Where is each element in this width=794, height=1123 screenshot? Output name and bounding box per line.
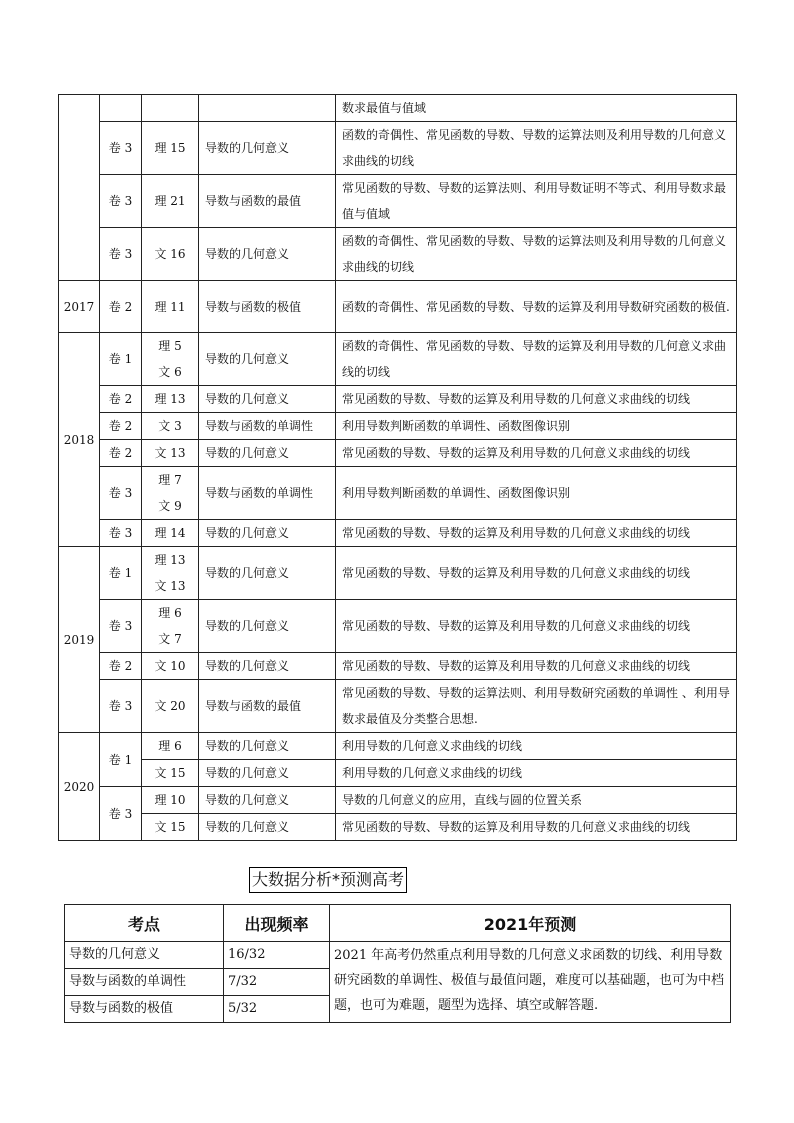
- number-cell: 文 15: [142, 760, 199, 787]
- content-cell: 常见函数的导数、导数的运算及利用导数的几何意义求曲线的切线: [336, 386, 737, 413]
- content-cell: 利用导数判断函数的单调性、函数图像识别: [336, 467, 737, 520]
- topic-cell: 导数的几何意义: [199, 228, 336, 281]
- paper-cell: 卷 3: [100, 122, 142, 175]
- number-cell: 文 10: [142, 653, 199, 680]
- section-title: 大数据分析*预测高考: [249, 867, 407, 893]
- topic-cell: 导数与函数的单调性: [199, 467, 336, 520]
- topic-cell: 导数的几何意义: [199, 600, 336, 653]
- topic-cell: 导数的几何意义: [199, 386, 336, 413]
- table-row: [59, 175, 737, 228]
- number-line: 文 6: [158, 365, 182, 379]
- number-line: 理 7: [158, 473, 182, 487]
- number-cell: [142, 333, 199, 386]
- number-cell: [142, 547, 199, 600]
- number-cell: [142, 600, 199, 653]
- number-cell: 文 20: [142, 680, 199, 733]
- prediction-cell: 2021 年高考仍然重点利用导数的几何意义求函数的切线、利用导数研究函数的单调性、极值与最值问题，难度可以基础题，也可为中档题，也可为难题，题型为选择、填空或解答题.: [330, 942, 731, 1023]
- table-row: [59, 386, 737, 413]
- year-cell: [59, 95, 100, 281]
- table-row: [59, 787, 737, 814]
- table-row: [59, 122, 737, 175]
- topic-cell: [199, 95, 336, 122]
- paper-cell: 卷 2: [100, 653, 142, 680]
- topic-cell: 导数与函数的单调性: [199, 413, 336, 440]
- header-row: [65, 905, 731, 942]
- topic-cell: 导数的几何意义: [199, 787, 336, 814]
- content-cell: 常见函数的导数、导数的运算及利用导数的几何意义求曲线的切线: [336, 600, 737, 653]
- topic-cell: 导数的几何意义: [199, 760, 336, 787]
- content-cell: 导数的几何意义的应用，直线与圆的位置关系: [336, 787, 737, 814]
- number-cell: 文 3: [142, 413, 199, 440]
- topic-cell: 导数与函数的极值: [199, 281, 336, 333]
- number-cell: 文 13: [142, 440, 199, 467]
- table-row: [59, 760, 737, 787]
- content-cell: 函数的奇偶性、常见函数的导数、导数的运算及利用导数的几何意义求曲线的切线: [336, 333, 737, 386]
- number-cell: 理 11: [142, 281, 199, 333]
- table-row: [59, 653, 737, 680]
- number-line: 理 13: [154, 553, 186, 567]
- paper-cell: 卷 1: [100, 547, 142, 600]
- content-cell: 常见函数的导数、导数的运算及利用导数的几何意义求曲线的切线: [336, 547, 737, 600]
- topic-cell: 导数与函数的最值: [199, 680, 336, 733]
- frequency-cell: 7/32: [224, 969, 330, 996]
- paper-cell: 卷 2: [100, 386, 142, 413]
- paper-cell: 卷 3: [100, 520, 142, 547]
- topic-cell: 导数的几何意义: [199, 733, 336, 760]
- number-cell: [142, 467, 199, 520]
- header-topic: 考点: [65, 905, 224, 942]
- paper-cell: 卷 2: [100, 281, 142, 333]
- table-row: [59, 733, 737, 760]
- number-cell: 理 15: [142, 122, 199, 175]
- topic-cell: 导数的几何意义: [199, 333, 336, 386]
- number-line: 理 5: [158, 339, 182, 353]
- content-cell: 数求最值与值域: [336, 95, 737, 122]
- content-cell: 利用导数判断函数的单调性、函数图像识别: [336, 413, 737, 440]
- number-cell: 理 21: [142, 175, 199, 228]
- paper-cell: 卷 2: [100, 413, 142, 440]
- header-prediction: 2021年预测: [330, 905, 731, 942]
- number-cell: [142, 95, 199, 122]
- number-line: 文 9: [158, 499, 182, 513]
- table-row: [59, 467, 737, 520]
- number-line: 文 7: [158, 632, 182, 646]
- content-cell: 常见函数的导数、导数的运算及利用导数的几何意义求曲线的切线: [336, 814, 737, 841]
- content-cell: 常见函数的导数、导数的运算法则、利用导数证明不等式、利用导数求最值与值域: [336, 175, 737, 228]
- table-row: [59, 680, 737, 733]
- table-row: [59, 600, 737, 653]
- content-cell: 常见函数的导数、导数的运算及利用导数的几何意义求曲线的切线: [336, 440, 737, 467]
- number-line: 文 13: [154, 579, 186, 593]
- topic-cell: 导数与函数的极值: [65, 996, 224, 1023]
- table-row: [59, 520, 737, 547]
- table-row: [59, 440, 737, 467]
- table-row: [59, 814, 737, 841]
- year-cell: 2020: [59, 733, 100, 841]
- paper-cell: [100, 95, 142, 122]
- paper-cell: 卷 3: [100, 787, 142, 841]
- topic-cell: 导数与函数的最值: [199, 175, 336, 228]
- topic-cell: 导数与函数的单调性: [65, 969, 224, 996]
- content-cell: 利用导数的几何意义求曲线的切线: [336, 760, 737, 787]
- paper-cell: 卷 2: [100, 440, 142, 467]
- topic-cell: 导数的几何意义: [199, 122, 336, 175]
- paper-cell: 卷 1: [100, 733, 142, 787]
- content-cell: 常见函数的导数、导数的运算及利用导数的几何意义求曲线的切线: [336, 653, 737, 680]
- exam-history-table: [58, 94, 737, 841]
- number-cell: 文 15: [142, 814, 199, 841]
- number-line: 理 6: [158, 606, 182, 620]
- table-row: [59, 228, 737, 281]
- paper-cell: 卷 1: [100, 333, 142, 386]
- topic-cell: 导数的几何意义: [199, 814, 336, 841]
- topic-cell: 导数的几何意义: [199, 440, 336, 467]
- frequency-cell: 5/32: [224, 996, 330, 1023]
- frequency-cell: 16/32: [224, 942, 330, 969]
- content-cell: 函数的奇偶性、常见函数的导数、导数的运算法则及利用导数的几何意义求曲线的切线: [336, 228, 737, 281]
- paper-cell: 卷 3: [100, 175, 142, 228]
- number-cell: 文 16: [142, 228, 199, 281]
- header-frequency: 出现频率: [224, 905, 330, 942]
- table-row: [59, 333, 737, 386]
- number-cell: 理 13: [142, 386, 199, 413]
- year-cell: 2018: [59, 333, 100, 547]
- topic-cell: 导数的几何意义: [199, 547, 336, 600]
- table-row: [59, 547, 737, 600]
- year-cell: 2017: [59, 281, 100, 333]
- number-cell: 理 14: [142, 520, 199, 547]
- topic-cell: 导数的几何意义: [199, 653, 336, 680]
- year-cell: 2019: [59, 547, 100, 733]
- content-cell: 常见函数的导数、导数的运算及利用导数的几何意义求曲线的切线: [336, 520, 737, 547]
- table-row: [59, 95, 737, 122]
- topic-cell: 导数的几何意义: [65, 942, 224, 969]
- paper-cell: 卷 3: [100, 228, 142, 281]
- table-row: [59, 413, 737, 440]
- paper-cell: 卷 3: [100, 600, 142, 653]
- table-row: [65, 942, 731, 969]
- paper-cell: 卷 3: [100, 680, 142, 733]
- content-cell: 函数的奇偶性、常见函数的导数、导数的运算及利用导数研究函数的极值.: [336, 281, 737, 333]
- topic-cell: 导数的几何意义: [199, 520, 336, 547]
- content-cell: 常见函数的导数、导数的运算法则、利用导数研究函数的单调性 、利用导数求最值及分类整合思想.: [336, 680, 737, 733]
- table-row: [59, 281, 737, 333]
- content-cell: 利用导数的几何意义求曲线的切线: [336, 733, 737, 760]
- content-cell: 函数的奇偶性、常见函数的导数、导数的运算法则及利用导数的几何意义求曲线的切线: [336, 122, 737, 175]
- frequency-table: [64, 904, 731, 1023]
- number-cell: 理 6: [142, 733, 199, 760]
- paper-cell: 卷 3: [100, 467, 142, 520]
- number-cell: 理 10: [142, 787, 199, 814]
